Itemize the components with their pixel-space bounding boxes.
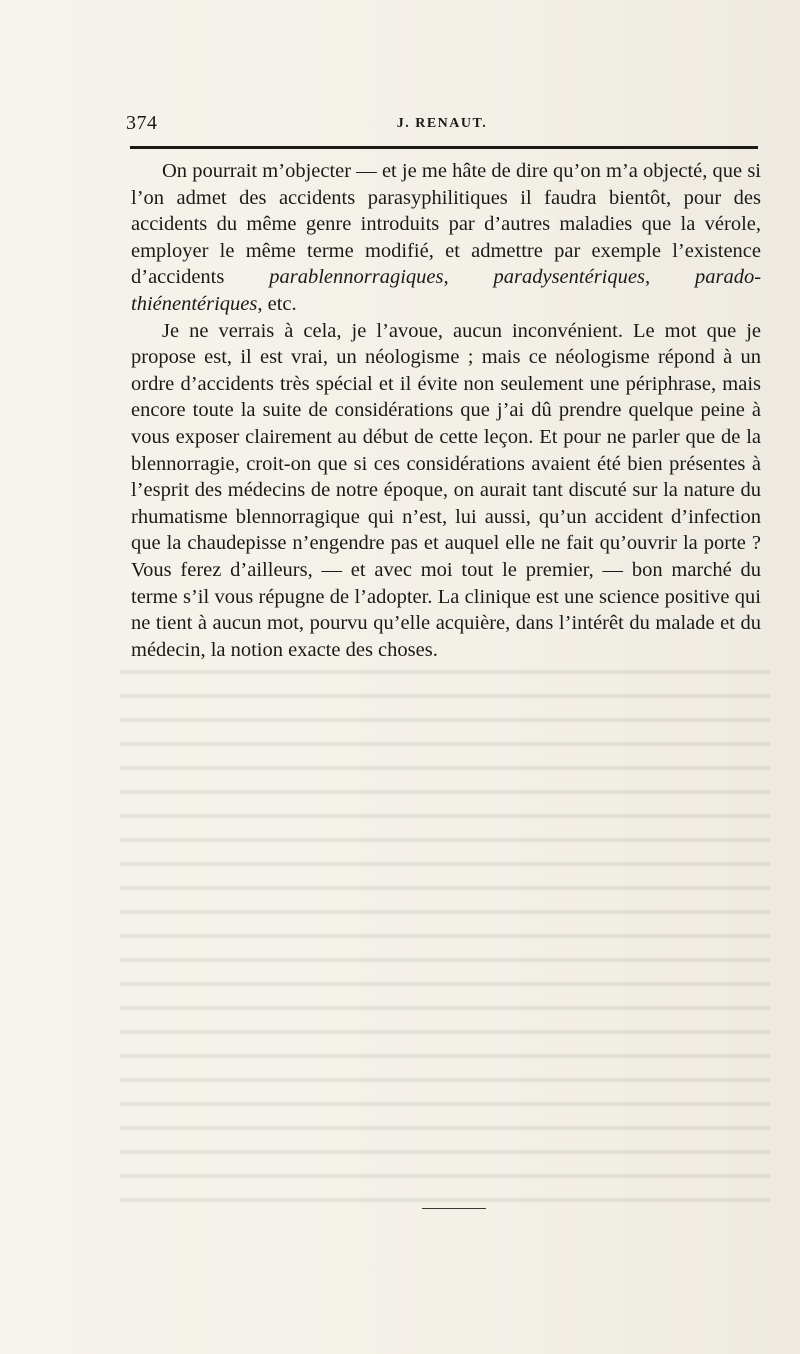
text-span: , etc. xyxy=(257,292,297,315)
show-through-texture xyxy=(120,650,770,1210)
paragraph-1 xyxy=(131,158,761,318)
running-head-author: J. RENAUT. xyxy=(396,116,488,131)
text-span: , xyxy=(644,266,695,289)
text-span: Je ne verrais à cela, je l’avoue, aucun inconvénient. Le mot que je propose est, il est vrai, un néologisme ; mais ce néologisme répond à un ordre d’accidents très spécial et il évite non seulement une périphrase, mais encore toute la suite de considérations que j’ai dû prendre quelque peine à vous exposer clairement au début de cette leçon. Et pour ne parler que de la blennorragie, croit-on que si ces considérations avaient été bien présentes à l’esprit des médecins de notre époque, on aurait tant discuté sur la nature du rhumatisme blennorragique qui n’est, lui aussi, qu’un accident d’infection que la chaudepisse n’engendre pas et auquel elle ne fait qu’ouvrir la porte ? Vous ferez d’ailleurs, — et avec moi tout le premier, — bon marché du terme s’il vous répugne de l’adopter. La clinique est une science positive qui ne tient à aucun mot, pourvu qu’elle acquière, dans l’intérêt du malade et du médecin, la notion exacte des choses. xyxy=(131,319,761,661)
paragraph-2 xyxy=(131,318,761,664)
body-text xyxy=(131,158,761,663)
italic-term: parablennorragiques xyxy=(269,266,444,289)
italic-term: paradysentériques xyxy=(493,266,645,289)
italic-term: parado-thiénentériques xyxy=(131,266,762,315)
header-rule xyxy=(130,146,758,149)
running-head xyxy=(126,112,758,138)
text-span: , xyxy=(443,266,494,289)
text-span: On pourrait m’objecter — et je me hâte de dire qu’on m’a objecté, que si l’on admet des accidents parasyphilitiques il faudra bientôt, pour des accidents du même genre introduits par d’autres maladies que la vérole, employer le même terme modifié, et admettre par exemple l’existence d’accidents xyxy=(131,160,761,289)
page-number: 374 xyxy=(126,112,158,134)
end-rule xyxy=(422,1208,486,1209)
